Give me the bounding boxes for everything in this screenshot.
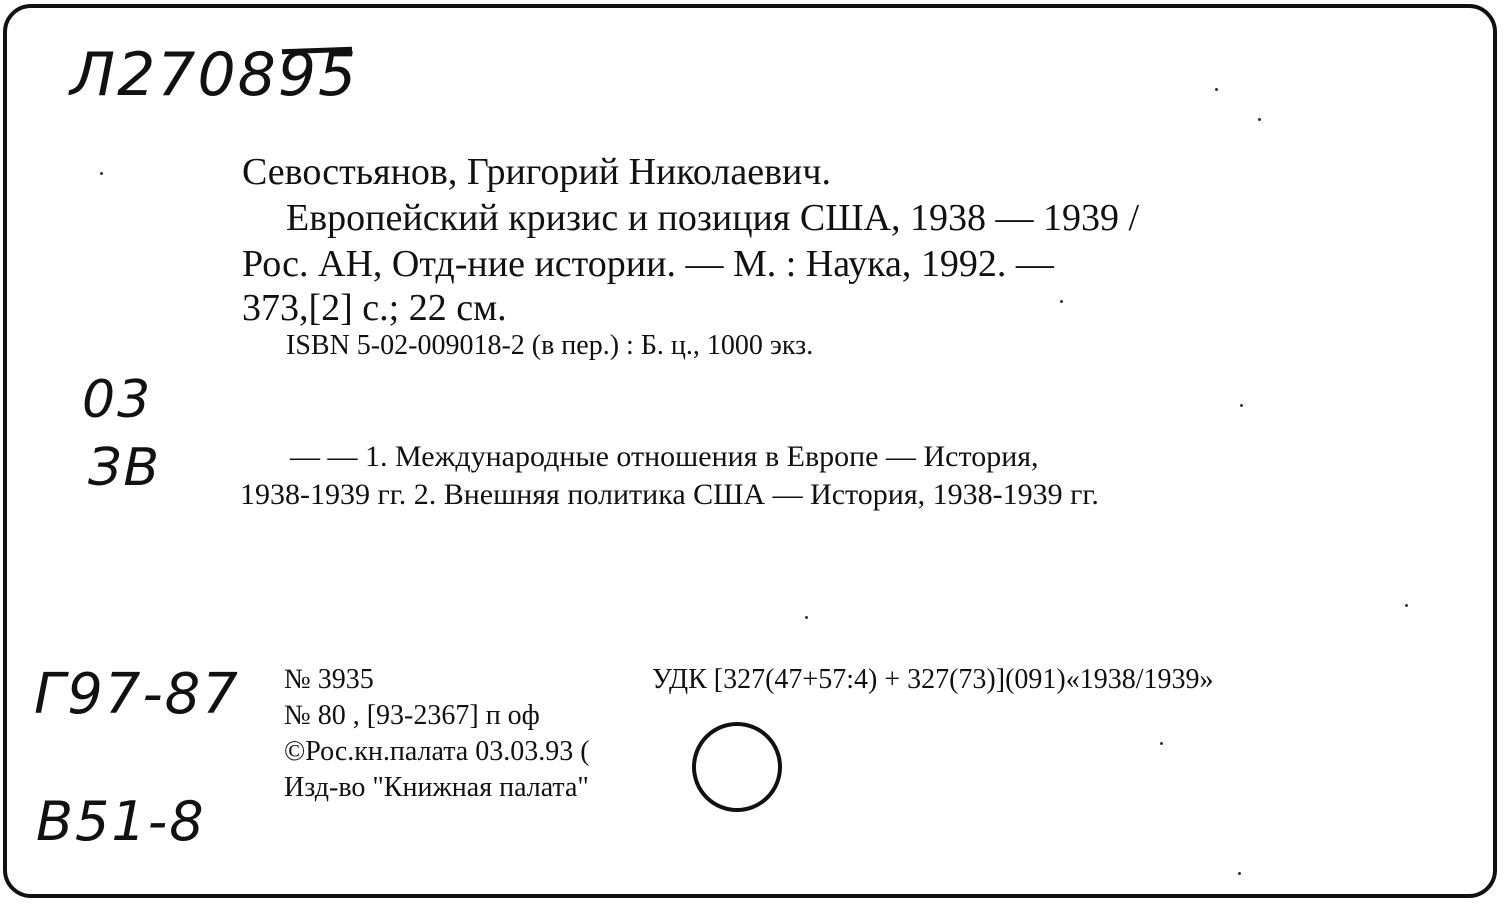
isbn-line: ISBN 5-02-009018-2 (в пер.) : Б. ц., 1000 экз. (286, 330, 814, 361)
speck (1238, 872, 1241, 875)
handwritten-code-g97: Г97-87 (34, 662, 240, 727)
stamp-circle (692, 722, 782, 812)
speck (1405, 604, 1408, 607)
speck (1258, 118, 1261, 121)
speck (1240, 404, 1243, 407)
title-line-1: Европейский кризис и позиция США, 1938 — 1939 / (286, 197, 1140, 239)
speck (100, 172, 103, 175)
speck (805, 616, 808, 619)
speck (1215, 88, 1218, 91)
title-line-3: 373,[2] с.; 22 см. (242, 287, 507, 329)
speck (1160, 742, 1163, 745)
handwritten-code-v51: В51-8 (36, 790, 206, 853)
speck (1060, 300, 1063, 303)
publisher-line: Изд-во "Книжная палата" (284, 772, 589, 803)
order-number: № 80 , [93-2367] п оф (284, 700, 540, 731)
udk-classification: УДК [327(47+57:4) + 327(73)](091)«1938/1939» (652, 664, 1214, 695)
copyright-line: ©Рос.кн.палата 03.03.93 ( (284, 736, 590, 767)
subjects-line-1: — — 1. Международные отношения в Европе — История, (290, 440, 1039, 473)
title-line-2: Рос. АН, Отд-ние истории. — М. : Наука, 1992. — (242, 243, 1054, 285)
card-number: № 3935 (284, 664, 374, 695)
handwritten-code-3v: ЗВ (88, 438, 162, 498)
author-heading: Севостьянов, Григорий Николаевич. (242, 151, 831, 193)
subjects-line-2: 1938-1939 гг. 2. Внешняя политика США — История, 1938-1939 гг. (240, 478, 1099, 511)
handwritten-call-number: Л270895 (70, 40, 359, 110)
handwritten-code-03: 03 (82, 370, 153, 430)
